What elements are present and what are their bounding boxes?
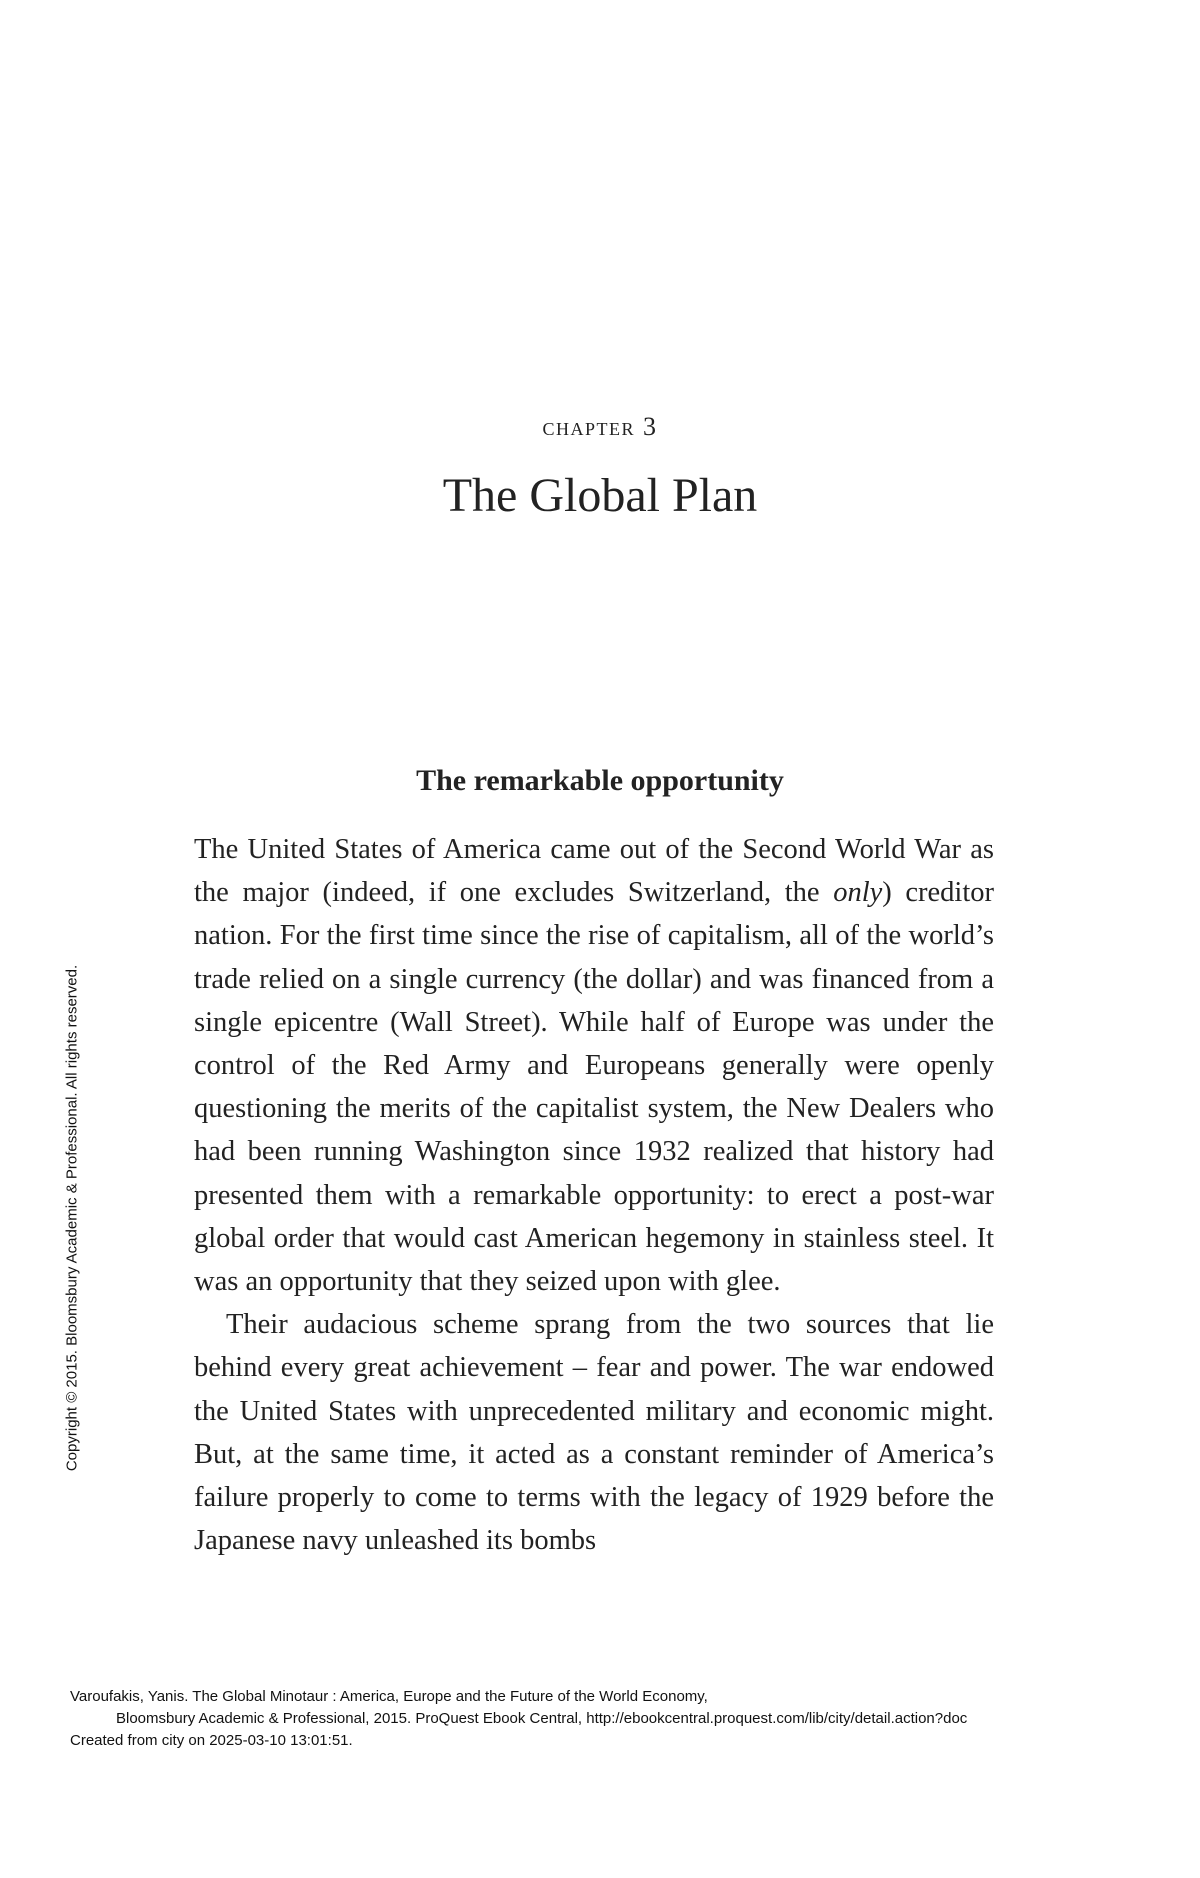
paragraph-1-rest: ) creditor nation. For the first time since the rise of capitalism, all of the world’s trade relied on a single currency (the dollar) and was financed from a single epicentre (Wall Street). While half of Europe was under the control of the Red Army and Europeans generally were openly questioning the merits of the capitalist system, the New Dealers who had been running Washington since 1932 realized that history had presented them with a remarkable opportunity: to erect a post-war global order that would cast American hegemony in stainless steel. It was an opportunity that they seized upon with glee. xyxy=(194,877,994,1298)
copyright-notice: Copyright © 2015. Bloomsbury Academic & Professional. All rights reserved. xyxy=(63,964,81,1472)
body-text xyxy=(194,828,994,1562)
citation-line-3: Created from city on 2025-03-10 13:01:51. xyxy=(70,1732,353,1749)
citation-footer xyxy=(70,1686,1200,1752)
emphasis-only: only xyxy=(833,877,883,909)
citation-line-1: Varoufakis, Yanis. The Global Minotaur : America, Europe and the Future of the World Economy, xyxy=(70,1688,708,1705)
paragraph-1-start: The United States of America came out of the Second World War as the major (indeed, if one excludes Switzerland, the xyxy=(194,834,994,909)
citation-line-2: Bloomsbury Academic & Professional, 2015. ProQuest Ebook Central, http://ebookcentral.proquest.com/lib/city/detail.action?doc xyxy=(116,1710,968,1727)
paragraph-1 xyxy=(194,828,994,1303)
chapter-label: chapter 3 xyxy=(542,412,658,441)
chapter-title: The Global Plan xyxy=(442,469,758,522)
paragraph-2: Their audacious scheme sprang from the two sources that lie behind every great achievement – fear and power. The war endowed the United States with unprecedented military and economic might. But, at the same time, it acted as a constant reminder of America’s failure properly to come to terms with the legacy of 1929 before the Japanese navy unleashed its bombs xyxy=(194,1309,994,1557)
section-heading: The remarkable opportunity xyxy=(416,764,784,797)
